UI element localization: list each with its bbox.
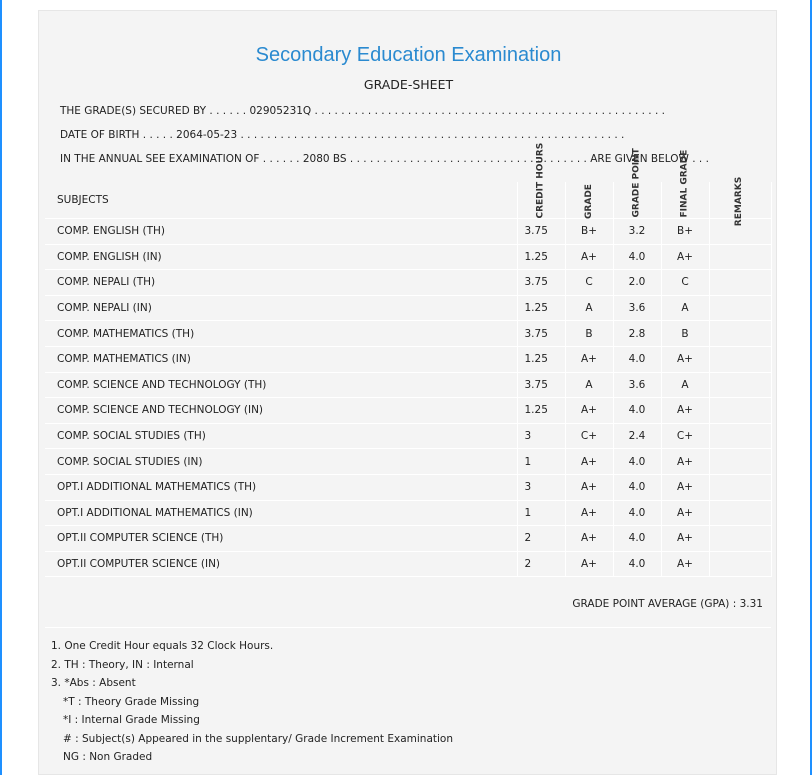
info-student-id: THE GRADE(S) SECURED BY . . . . . . 02905231Q . . . . . . . . . . . . . . . . . . . . . . . . . . . . . . . . . . . . . . . . . . . . . . . . . . . . . xyxy=(60,105,665,117)
grade-point-cell: 4.0 xyxy=(613,474,661,500)
note-item: *I : Internal Grade Missing xyxy=(63,714,200,726)
grade-cell: B+ xyxy=(565,219,613,245)
grade-sheet xyxy=(38,10,777,775)
subject-cell: OPT.II COMPUTER SCIENCE (IN) xyxy=(45,551,517,577)
table-row xyxy=(45,474,771,500)
grade-point-cell: 4.0 xyxy=(613,346,661,372)
grade-point-cell: 3.2 xyxy=(613,219,661,245)
final-grade-cell: C+ xyxy=(661,423,709,449)
header-grade-point-label: GRADE POINT xyxy=(631,148,642,218)
credit-hours-cell: 3.75 xyxy=(517,219,565,245)
grade-cell: A+ xyxy=(565,526,613,552)
subject-cell: OPT.I ADDITIONAL MATHEMATICS (IN) xyxy=(45,500,517,526)
final-grade-cell: A+ xyxy=(661,526,709,552)
header-remarks xyxy=(709,176,771,227)
gpa-value: GRADE POINT AVERAGE (GPA) : 3.31 xyxy=(572,598,763,610)
remarks-cell xyxy=(709,526,771,552)
table-row xyxy=(45,346,771,372)
subject-cell: OPT.II COMPUTER SCIENCE (TH) xyxy=(45,526,517,552)
grade-cell: A+ xyxy=(565,398,613,424)
credit-hours-cell: 2 xyxy=(517,551,565,577)
final-grade-cell: A+ xyxy=(661,346,709,372)
remarks-cell xyxy=(709,270,771,296)
header-grade xyxy=(565,182,613,219)
grade-cell: A+ xyxy=(565,551,613,577)
table-row xyxy=(45,398,771,424)
grade-cell: A+ xyxy=(565,346,613,372)
table-header-row xyxy=(45,182,771,219)
final-grade-cell: C xyxy=(661,270,709,296)
credit-hours-cell: 2 xyxy=(517,526,565,552)
remarks-cell xyxy=(709,372,771,398)
credit-hours-cell: 3.75 xyxy=(517,321,565,347)
final-grade-cell: A+ xyxy=(661,500,709,526)
subject-cell: COMP. NEPALI (TH) xyxy=(45,270,517,296)
remarks-cell xyxy=(709,423,771,449)
subject-cell: OPT.I ADDITIONAL MATHEMATICS (TH) xyxy=(45,474,517,500)
final-grade-cell: B+ xyxy=(661,219,709,245)
page-subtitle: GRADE-SHEET xyxy=(363,77,454,92)
grade-cell: A+ xyxy=(565,244,613,270)
final-grade-cell: A+ xyxy=(661,551,709,577)
final-grade-cell: A+ xyxy=(661,474,709,500)
table-row xyxy=(45,270,771,296)
grade-cell: A+ xyxy=(565,449,613,475)
header-credit-hours xyxy=(517,142,565,219)
grade-cell: A xyxy=(565,295,613,321)
remarks-cell xyxy=(709,346,771,372)
subject-cell: COMP. SCIENCE AND TECHNOLOGY (TH) xyxy=(45,372,517,398)
page-title: Secondary Education Examination xyxy=(255,44,562,66)
subject-cell: COMP. ENGLISH (TH) xyxy=(45,219,517,245)
final-grade-cell: A xyxy=(661,372,709,398)
credit-hours-cell: 1.25 xyxy=(517,244,565,270)
grade-cell: C+ xyxy=(565,423,613,449)
credit-hours-cell: 3.75 xyxy=(517,372,565,398)
table-row xyxy=(45,551,771,577)
final-grade-cell: A+ xyxy=(661,449,709,475)
grade-cell: B xyxy=(565,321,613,347)
final-grade-cell: A+ xyxy=(661,244,709,270)
credit-hours-cell: 1 xyxy=(517,449,565,475)
grade-point-cell: 2.4 xyxy=(613,423,661,449)
remarks-cell xyxy=(709,295,771,321)
table-row xyxy=(45,295,771,321)
notes xyxy=(51,637,453,767)
credit-hours-cell: 3.75 xyxy=(517,270,565,296)
header-grade-point xyxy=(613,148,661,219)
table-row xyxy=(45,500,771,526)
credit-hours-cell: 1.25 xyxy=(517,346,565,372)
grade-cell: A xyxy=(565,372,613,398)
remarks-cell xyxy=(709,449,771,475)
credit-hours-cell: 1.25 xyxy=(517,398,565,424)
left-border xyxy=(0,0,2,775)
subject-cell: COMP. SOCIAL STUDIES (IN) xyxy=(45,449,517,475)
table-row xyxy=(45,449,771,475)
grade-point-cell: 4.0 xyxy=(613,244,661,270)
remarks-cell xyxy=(709,500,771,526)
remarks-cell xyxy=(709,321,771,347)
final-grade-cell: A+ xyxy=(661,398,709,424)
note-item: *T : Theory Grade Missing xyxy=(63,695,200,708)
remarks-cell xyxy=(709,244,771,270)
grade-cell: C xyxy=(565,270,613,296)
note-item: NG : Non Graded xyxy=(63,751,153,763)
info-date-of-birth: DATE OF BIRTH . . . . . 2064-05-23 . . . . . . . . . . . . . . . . . . . . . . . . . . . . . . . . . . . . . . . . . . . . . . . . . . . . . . . . . . xyxy=(60,129,625,141)
grade-cell: A+ xyxy=(565,500,613,526)
credit-hours-cell: 3 xyxy=(517,474,565,500)
credit-hours-cell: 1.25 xyxy=(517,295,565,321)
header-grade-label: GRADE xyxy=(583,184,594,219)
header-credit-hours-label: CREDIT HOURS xyxy=(535,142,546,219)
subject-cell: COMP. MATHEMATICS (IN) xyxy=(45,346,517,372)
subject-cell: COMP. SCIENCE AND TECHNOLOGY (IN) xyxy=(45,398,517,424)
grade-point-cell: 4.0 xyxy=(613,526,661,552)
grade-point-cell: 3.6 xyxy=(613,295,661,321)
grade-point-cell: 4.0 xyxy=(613,398,661,424)
subject-cell: COMP. ENGLISH (IN) xyxy=(45,244,517,270)
grade-cell: A+ xyxy=(565,474,613,500)
table-row xyxy=(45,321,771,347)
grade-point-cell: 2.8 xyxy=(613,321,661,347)
note-item: 1. One Credit Hour equals 32 Clock Hours. xyxy=(51,640,274,652)
grade-point-cell: 3.6 xyxy=(613,372,661,398)
remarks-cell xyxy=(709,398,771,424)
header-final-grade-label: FINAL GRADE xyxy=(679,149,690,218)
info-exam: IN THE ANNUAL SEE EXAMINATION OF . . . . . . 2080 BS . . . . . . . . . . . . . . . . . . . . . . . . . . . . . . . . . . . . ARE GIVEN BELOW . . . xyxy=(60,153,709,165)
credit-hours-cell: 3 xyxy=(517,423,565,449)
note-item: 2. TH : Theory, IN : Internal xyxy=(51,658,194,671)
remarks-cell xyxy=(709,551,771,577)
subject-cell: COMP. MATHEMATICS (TH) xyxy=(45,321,517,347)
table-row xyxy=(45,244,771,270)
table-row xyxy=(45,372,771,398)
credit-hours-cell: 1 xyxy=(517,500,565,526)
note-item: 3. *Abs : Absent xyxy=(51,677,136,689)
note-item: # : Subject(s) Appeared in the supplentary/ Grade Increment Examination xyxy=(63,732,453,745)
subject-cell: COMP. NEPALI (IN) xyxy=(45,295,517,321)
final-grade-cell: A xyxy=(661,295,709,321)
subject-cell: COMP. SOCIAL STUDIES (TH) xyxy=(45,423,517,449)
grade-point-cell: 2.0 xyxy=(613,270,661,296)
header-final-grade xyxy=(661,149,709,219)
grade-point-cell: 4.0 xyxy=(613,449,661,475)
table-row xyxy=(45,219,771,245)
grade-point-cell: 4.0 xyxy=(613,500,661,526)
table-row xyxy=(45,423,771,449)
final-grade-cell: B xyxy=(661,321,709,347)
header-subjects: SUBJECTS xyxy=(45,182,517,219)
remarks-cell xyxy=(709,474,771,500)
grade-point-cell: 4.0 xyxy=(613,551,661,577)
header-remarks-label: REMARKS xyxy=(734,176,745,227)
table-row xyxy=(45,526,771,552)
